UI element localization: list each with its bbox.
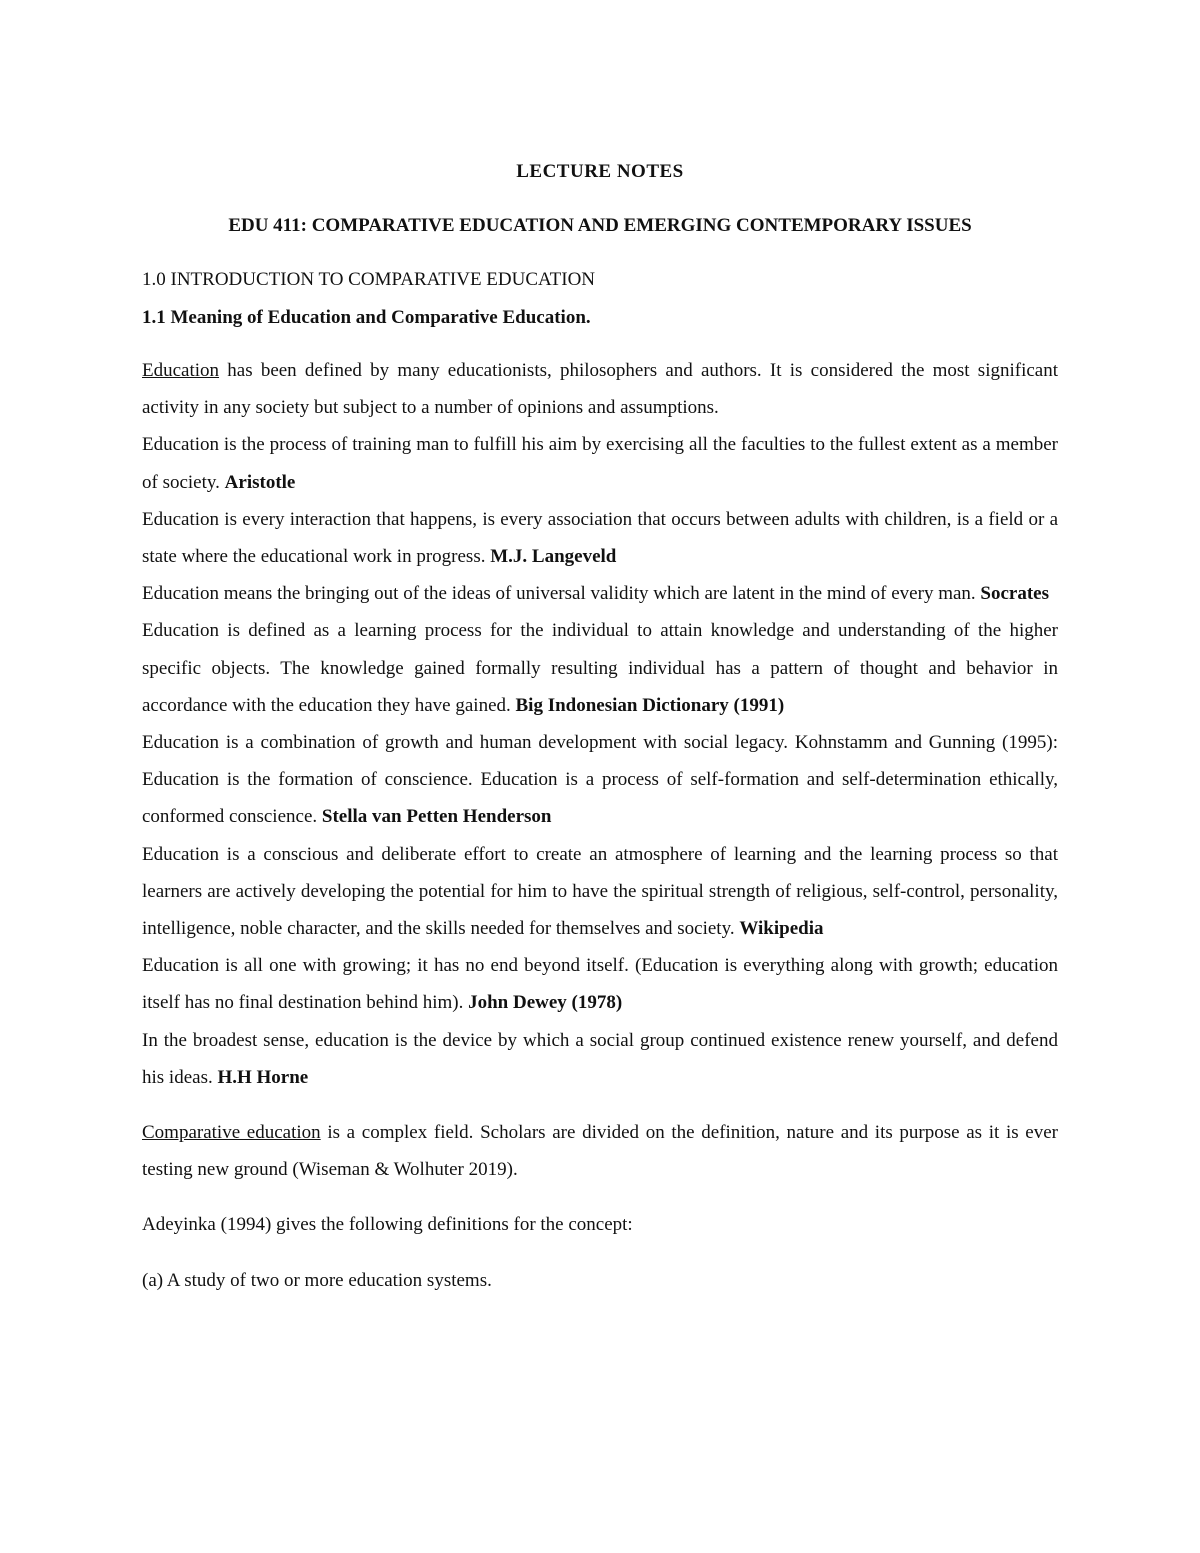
definition-text: In the broadest sense, education is the device by which a social group continued existence renew yourself, and defend his ideas. <box>142 1029 1058 1088</box>
course-title: EDU 411: COMPARATIVE EDUCATION AND EMERGING CONTEMPORARY ISSUES <box>228 215 972 236</box>
list-item: (a) A study of two or more education systems. <box>142 1269 492 1291</box>
definition-paragraph <box>142 612 1058 724</box>
definition-text: Education is a conscious and deliberate effort to create an atmosphere of learning and the learning process so that learners are actively developing the potential for him to have the spiritual strength of religious, self-control, personality, intelligence, noble character, and the skills needed for themselves and society. <box>142 843 1058 940</box>
definition-author: Wikipedia <box>739 918 824 940</box>
definition-author: Stella van Petten Henderson <box>321 806 552 828</box>
intro-paragraph <box>142 352 1058 426</box>
comparative-education-term: Comparative education <box>142 1122 321 1144</box>
definition-paragraph <box>142 426 1058 500</box>
document-body <box>142 158 1058 1299</box>
definition-paragraph <box>142 501 1058 575</box>
subsection-heading: 1.1 Meaning of Education and Comparative Education. <box>142 307 591 328</box>
definition-paragraph <box>142 575 1058 612</box>
section-heading: 1.0 INTRODUCTION TO COMPARATIVE EDUCATION <box>142 269 596 290</box>
definition-text: Education is the process of training man to fulfill his aim by exercising all the faculties to the fullest extent as a member of society. <box>142 434 1058 493</box>
intro-text: has been defined by many educationists, philosophers and authors. It is considered the most significant activity in any society but subject to a number of opinions and assumptions. <box>142 360 1058 419</box>
definition-author: M.J. Langeveld <box>490 546 617 568</box>
document-title: LECTURE NOTES <box>516 161 684 182</box>
definition-paragraph <box>142 947 1058 1021</box>
comparative-paragraph <box>142 1114 1058 1188</box>
definition-text: Education is defined as a learning process for the individual to attain knowledge and understanding of the higher specific objects. The knowledge gained formally resulting individual has a pattern of thought and behavior in accordance with the education they have gained. <box>142 620 1058 716</box>
education-term: Education <box>142 360 220 381</box>
definition-text: Education is every interaction that happens, is every association that occurs between adults with children, is a field or a state where the educational work in progress. <box>142 508 1058 568</box>
definition-text: Education means the bringing out of the ideas of universal validity which are latent in the mind of every man. <box>142 583 981 605</box>
definition-paragraph <box>142 724 1058 836</box>
definition-author: Big Indonesian Dictionary (1991) <box>515 694 785 716</box>
definition-text: Education is all one with growing; it has no end beyond itself. (Education is everything along with growth; education itself has no final destination behind him). <box>142 955 1058 1014</box>
adeyinka-paragraph: Adeyinka (1994) gives the following definitions for the concept: <box>142 1214 633 1236</box>
definition-author: Socrates <box>980 583 1049 605</box>
definition-text: Education is a combination of growth and human development with social legacy. Kohnstamm and Gunning (1995): Education is the formation of conscience. Education is a process of self-formation and self-determination ethically, conformed conscience. <box>142 732 1058 828</box>
definition-author: John Dewey (1978) <box>468 992 623 1014</box>
definition-author: Aristotle <box>224 471 296 493</box>
definition-paragraph <box>142 1022 1058 1096</box>
definition-paragraph <box>142 836 1058 948</box>
definition-author: H.H Horne <box>217 1066 309 1088</box>
comparative-text: is a complex field. Scholars are divided on the definition, nature and its purpose as it is ever testing new ground (Wiseman & Wolhuter 2019). <box>142 1122 1058 1181</box>
